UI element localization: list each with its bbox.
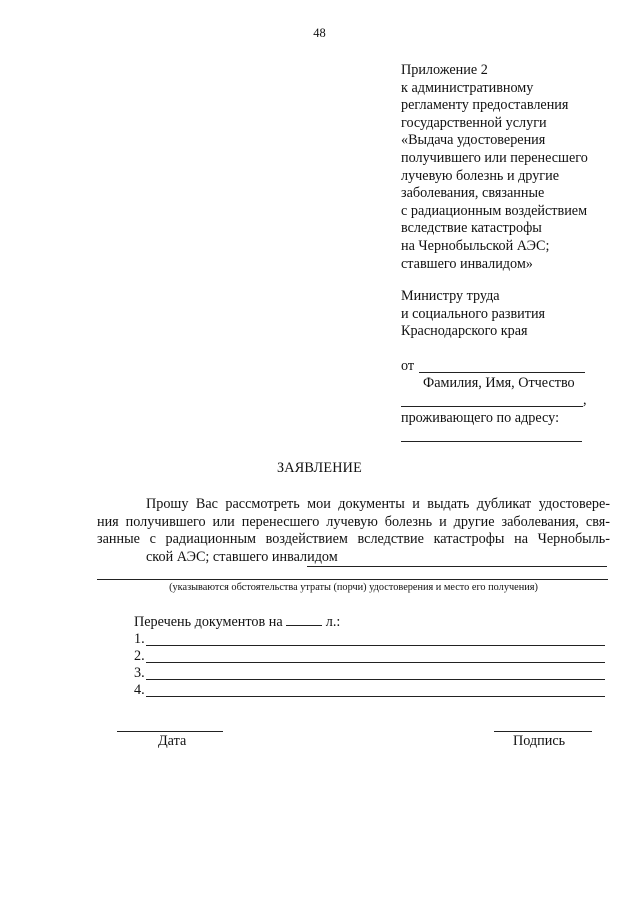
- appendix-line: «Выдача удостоверения: [401, 132, 546, 149]
- applicant-name-line: [419, 372, 585, 373]
- document-item-line: [146, 645, 605, 646]
- address-label: проживающего по адресу:: [401, 410, 560, 426]
- appendix-line: заболевания, связанные: [401, 185, 545, 202]
- documents-heading: [134, 613, 340, 632]
- appendix-line: ставшего инвалидом»: [401, 255, 533, 272]
- documents-heading-prefix: Перечень документов на: [134, 614, 283, 630]
- circumstances-line-2: [97, 579, 608, 580]
- circumstances-caption: (указываются обстоятельства утраты (порчи) удостоверения и место его получения): [169, 582, 538, 593]
- document-item-number: 4.: [134, 682, 145, 698]
- appendix-line: получившего или перенесшего: [401, 149, 588, 166]
- document-item-number: 2.: [134, 648, 145, 664]
- document-item-number: 1.: [134, 631, 145, 647]
- request-line: занные с радиационным воздействием вследствие катастрофы на Чернобыль-: [97, 531, 610, 548]
- recipient-line: Министру труда: [401, 288, 500, 304]
- request-line: ской АЭС; ставшего инвалидом: [146, 549, 338, 566]
- date-line: [117, 731, 223, 732]
- address-line: [401, 441, 582, 442]
- comma: ,: [583, 392, 587, 408]
- signature-label: Подпись: [513, 733, 566, 749]
- document-item-line: [146, 662, 605, 663]
- appendix-block: [401, 62, 631, 273]
- request-line: Прошу Вас рассмотреть мои документы и выдать дубликат удостовере-: [146, 496, 610, 512]
- appendix-line: вследствие катастрофы: [401, 220, 542, 237]
- name-caption: Фамилия, Имя, Отчество: [423, 375, 575, 391]
- appendix-line: на Чернобыльской АЭС;: [401, 237, 550, 254]
- signature-line: [494, 731, 592, 732]
- from-label: от: [401, 358, 415, 374]
- request-line: ния получившего или перенесшего лучевую болезнь и другие заболевания, свя-: [97, 513, 610, 530]
- appendix-line: Приложение 2: [401, 62, 488, 78]
- page-number: 48: [313, 26, 326, 40]
- document-item-number: 3.: [134, 665, 145, 681]
- appendix-line: государственной услуги: [401, 114, 547, 131]
- appendix-line: лучевую болезнь и другие: [401, 167, 560, 184]
- applicant-extra-line: [401, 406, 583, 407]
- appendix-line: к административному: [401, 79, 534, 96]
- request-text: [97, 496, 610, 567]
- recipient-line: Краснодарского края: [401, 323, 528, 340]
- page-count-blank: [286, 613, 322, 626]
- documents-heading-suffix: л.:: [325, 614, 341, 630]
- document-title: ЗАЯВЛЕНИЕ: [277, 460, 362, 476]
- appendix-line: регламенту предоставления: [401, 97, 569, 114]
- appendix-line: с радиационным воздействием: [401, 202, 588, 219]
- document-item-line: [146, 679, 605, 680]
- document-item-line: [146, 696, 605, 697]
- recipient-line: и социального развития: [401, 305, 546, 322]
- recipient-block: [401, 288, 631, 341]
- circumstances-line: [307, 566, 607, 567]
- date-label: Дата: [158, 733, 187, 749]
